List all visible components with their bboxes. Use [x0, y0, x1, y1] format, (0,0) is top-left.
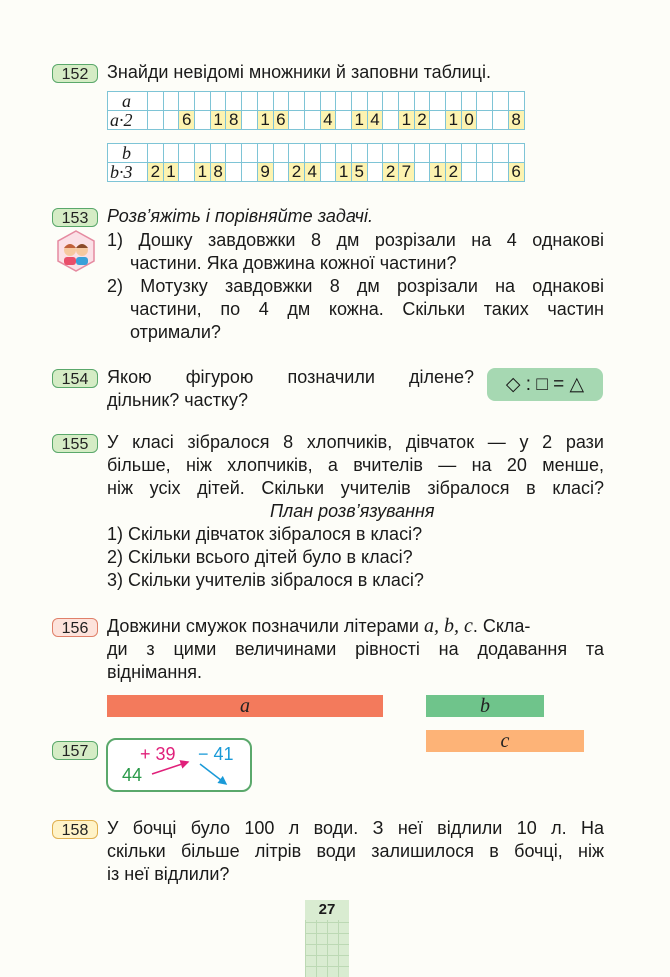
table-cell-value: 2	[446, 163, 462, 182]
task-153-line5: отримали?	[130, 322, 221, 342]
table-cell-empty[interactable]	[477, 92, 493, 111]
table-cell-empty[interactable]	[273, 92, 289, 111]
table-a	[107, 91, 525, 130]
table-cell-empty[interactable]	[414, 144, 430, 163]
table-cell-empty[interactable]	[163, 111, 179, 130]
table-cell-empty[interactable]	[493, 92, 509, 111]
task-152-text: Знайди невідомі множники й заповни таблиці.	[107, 62, 491, 82]
table-cell-empty[interactable]	[461, 163, 477, 182]
table-cell-empty[interactable]	[461, 144, 477, 163]
table-cell-empty[interactable]	[430, 111, 446, 130]
strip-c: c	[426, 730, 584, 752]
table-cell-empty[interactable]	[383, 111, 399, 130]
table-b-label-b3: b·3	[108, 163, 148, 182]
table-cell-empty[interactable]	[383, 92, 399, 111]
table-cell-empty[interactable]	[273, 163, 289, 182]
task-158-line2: скільки більше літрів води залишилося в бочці, ніж	[107, 841, 604, 861]
table-cell-empty[interactable]	[493, 111, 509, 130]
table-cell-empty[interactable]	[257, 144, 273, 163]
table-cell-value: 1	[399, 111, 415, 130]
table-cell-empty[interactable]	[242, 92, 258, 111]
table-cell-empty[interactable]	[399, 92, 415, 111]
table-cell-empty[interactable]	[289, 111, 305, 130]
formula-box: ◇ : □ = △	[487, 368, 603, 401]
table-cell-empty[interactable]	[477, 111, 493, 130]
table-cell-value: 2	[383, 163, 399, 182]
chain-arrows	[108, 740, 254, 794]
task-157-badge: 157	[52, 741, 98, 760]
table-cell-value: 1	[351, 111, 367, 130]
table-cell-value: 5	[351, 163, 367, 182]
table-cell-value: 1	[430, 163, 446, 182]
table-cell-empty[interactable]	[289, 92, 305, 111]
table-cell-empty[interactable]	[148, 144, 164, 163]
task-154-line2: дільник? частку?	[107, 390, 248, 410]
table-cell-empty[interactable]	[493, 163, 509, 182]
table-cell-value: 2	[289, 163, 305, 182]
table-cell-empty[interactable]	[273, 144, 289, 163]
table-cell-empty[interactable]	[289, 144, 305, 163]
table-cell-empty[interactable]	[242, 163, 258, 182]
task-155-line3: ніж усіх дітей. Скільки учителів зібралося в класі?	[107, 478, 604, 498]
chain-minus: − 41	[198, 744, 234, 764]
table-cell-empty[interactable]	[446, 144, 462, 163]
kids-pair-icon	[55, 230, 97, 272]
table-cell-empty[interactable]	[508, 144, 524, 163]
table-cell-empty[interactable]	[242, 111, 258, 130]
table-cell-value: 1	[210, 111, 226, 130]
task-153-line4: частини, по 4 дм кожна. Скільки таких частин	[130, 299, 604, 319]
table-cell-empty[interactable]	[508, 92, 524, 111]
table-cell-empty[interactable]	[163, 92, 179, 111]
table-cell-empty[interactable]	[179, 92, 195, 111]
table-cell-value: 1	[257, 111, 273, 130]
table-cell-value: 1	[195, 163, 211, 182]
table-cell-empty[interactable]	[446, 92, 462, 111]
table-cell-empty[interactable]	[210, 92, 226, 111]
task-156-line3: віднімання.	[107, 662, 203, 682]
table-cell-value: 6	[508, 163, 524, 182]
table-cell-value: 4	[320, 111, 336, 130]
table-cell-empty[interactable]	[477, 163, 493, 182]
table-cell-empty[interactable]	[226, 163, 242, 182]
table-cell-empty[interactable]	[304, 92, 320, 111]
table-cell-empty[interactable]	[179, 144, 195, 163]
table-cell-empty[interactable]	[399, 144, 415, 163]
task-158-line1: У бочці було 100 л води. З неї відлили 10 л. На	[107, 818, 604, 838]
table-cell-value: 8	[508, 111, 524, 130]
task-153-badge: 153	[52, 208, 98, 227]
task-155-plan3: 3) Скільки учителів зібралося в класі?	[107, 570, 424, 590]
table-cell-empty[interactable]	[257, 92, 273, 111]
table-cell-empty[interactable]	[148, 92, 164, 111]
table-cell-empty[interactable]	[148, 111, 164, 130]
task-158-badge: 158	[52, 820, 98, 839]
task-154-badge: 154	[52, 369, 98, 388]
table-cell-empty[interactable]	[414, 92, 430, 111]
table-cell-empty[interactable]	[320, 163, 336, 182]
task-154-line1: Якою фігурою позначили ділене?	[107, 367, 474, 387]
table-cell-empty[interactable]	[210, 144, 226, 163]
chain-start: 44	[122, 765, 143, 785]
table-cell-empty[interactable]	[430, 144, 446, 163]
table-cell-empty[interactable]	[336, 144, 352, 163]
table-cell-empty[interactable]	[195, 92, 211, 111]
task-155-plan2: 2) Скільки всього дітей було в класі?	[107, 547, 413, 567]
task-158-line3: із неї відлили?	[107, 864, 230, 884]
task-153-line3: 2) Мотузку завдовжки 8 дм розрізали на однакові	[107, 276, 604, 296]
chain-box	[106, 738, 252, 792]
table-cell-empty[interactable]	[179, 163, 195, 182]
table-cell-empty[interactable]	[195, 111, 211, 130]
table-cell-value: 1	[163, 163, 179, 182]
table-cell-empty[interactable]	[430, 92, 446, 111]
table-cell-value: 2	[148, 163, 164, 182]
table-cell-empty[interactable]	[242, 144, 258, 163]
table-cell-empty[interactable]	[320, 92, 336, 111]
table-cell-value: 1	[446, 111, 462, 130]
task-155-badge: 155	[52, 434, 98, 453]
table-cell-empty[interactable]	[195, 144, 211, 163]
table-cell-value: 4	[304, 163, 320, 182]
table-cell-value: 8	[210, 163, 226, 182]
task-153-line1: 1) Дошку завдовжки 8 дм розрізали на 4 однакові	[107, 230, 604, 250]
table-cell-value: 6	[179, 111, 195, 130]
task-156-badge: 156	[52, 618, 98, 637]
table-cell-empty[interactable]	[163, 144, 179, 163]
table-b-label-b: b	[108, 144, 148, 163]
table-cell-value: 8	[226, 111, 242, 130]
table-a-label-a: a	[108, 92, 148, 111]
table-cell-value: 9	[257, 163, 273, 182]
table-cell-value: 4	[367, 111, 383, 130]
page-number: 27	[305, 900, 349, 920]
table-cell-value: 1	[336, 163, 352, 182]
table-cell-empty[interactable]	[226, 144, 242, 163]
task-156-line2: ди з цими величинами рівності на додавання та	[107, 639, 604, 659]
table-cell-empty[interactable]	[304, 144, 320, 163]
strip-a: a	[107, 695, 383, 717]
table-cell-empty[interactable]	[367, 144, 383, 163]
table-a-label-a2: a·2	[108, 111, 148, 130]
table-cell-empty[interactable]	[351, 144, 367, 163]
task-155-plan1: 1) Скільки дівчаток зібралося в класі?	[107, 524, 423, 544]
page-number-tab	[305, 900, 349, 977]
table-cell-value: 7	[399, 163, 415, 182]
task-153-title: Розв’яжіть і порівняйте задачі.	[107, 206, 373, 226]
table-cell-empty[interactable]	[461, 92, 477, 111]
task-155-line1: У класі зібралося 8 хлопчиків, дівчаток — у 2 рази	[107, 432, 604, 452]
table-cell-value: 6	[273, 111, 289, 130]
table-cell-empty[interactable]	[320, 144, 336, 163]
table-cell-empty[interactable]	[383, 144, 399, 163]
task-156-line1: Довжини смужок позначили літерами a, b, c. Скла-	[107, 615, 531, 637]
task-152-badge: 152	[52, 64, 98, 83]
table-cell-value: 0	[461, 111, 477, 130]
chain-plus: + 39	[140, 744, 176, 764]
task-155-line2: більше, ніж хлопчиків, а вчителів — на 20 менше,	[107, 455, 604, 475]
table-cell-empty[interactable]	[414, 163, 430, 182]
table-cell-empty[interactable]	[493, 144, 509, 163]
table-cell-empty[interactable]	[367, 163, 383, 182]
table-cell-empty[interactable]	[351, 92, 367, 111]
table-cell-empty[interactable]	[226, 92, 242, 111]
table-cell-empty[interactable]	[367, 92, 383, 111]
table-cell-empty[interactable]	[336, 111, 352, 130]
task-153-line2: частини. Яка довжина кожної частини?	[130, 253, 457, 273]
table-b	[107, 143, 525, 182]
table-cell-value: 2	[414, 111, 430, 130]
task-155-plan: План розв’язування	[270, 501, 435, 521]
table-cell-empty[interactable]	[477, 144, 493, 163]
table-cell-empty[interactable]	[336, 92, 352, 111]
strip-b: b	[426, 695, 544, 717]
table-cell-empty[interactable]	[304, 111, 320, 130]
